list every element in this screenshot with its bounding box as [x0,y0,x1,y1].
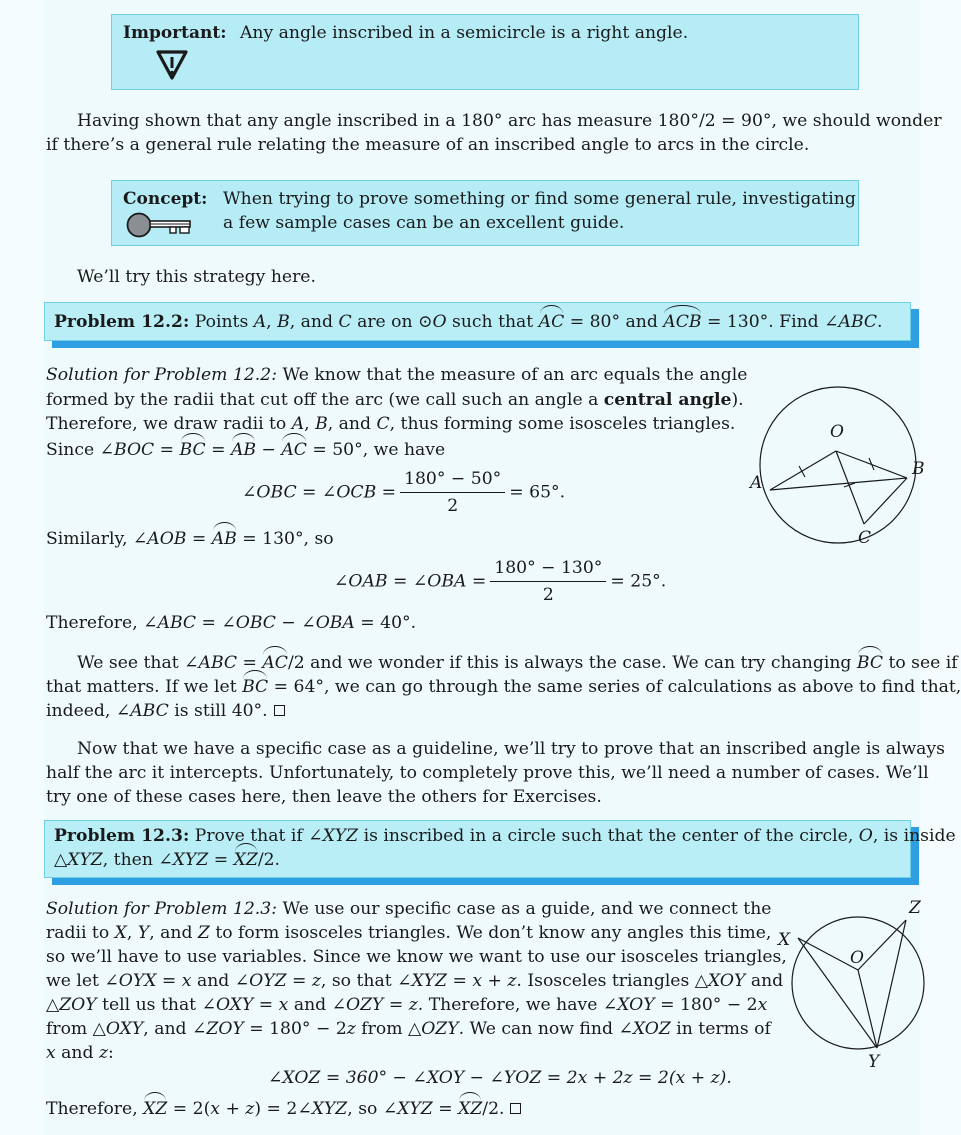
label-b: B [912,459,925,479]
chord-ab [770,478,907,490]
arc-ab: AB [211,529,237,549]
equation-lhs: ∠OAB = ∠OBA = [334,571,487,592]
problem-12-3-line-1 [54,824,956,848]
text: from △ [46,1019,106,1039]
solution-12-2-line-1 [46,363,747,387]
text: ∠ZOY [192,1019,244,1039]
para-now-line-2: half the arc it intercepts. Unfortunately, to completely prove this, we’ll need a number of cases. We’ll [46,763,929,783]
circle [792,917,924,1049]
text: ∠XYZ [308,826,359,846]
numerator: 180° − 130° [490,557,606,582]
term-central-angle: central angle [603,390,732,410]
problem-12-2-statement [54,310,883,334]
text: = 40°. [354,613,417,633]
text: − [256,440,282,460]
key-icon [126,212,198,245]
problem-12-3-box [44,820,956,878]
arc-xz: XZ [233,850,258,870]
solution-12-3-line-3: so we’ll have to use variables. Since we know we want to use our isosceles triangles, [46,947,787,967]
text: Similarly, [46,529,133,549]
text: indeed, [46,701,116,721]
equation-rhs: = 65°. [509,482,566,503]
solution-12-3-line-2 [46,921,771,945]
text: We use our specific case as a guide, and we connect the [276,899,772,919]
arc-bc: BC [179,440,206,460]
text: . We can now find [458,1019,619,1039]
text: , so that [320,971,398,991]
text: = [205,440,231,460]
fraction [400,468,505,517]
text: OXY [105,1019,144,1039]
text: = 50°, we have [306,440,446,460]
text: △ [54,850,68,870]
radius-oa [770,451,836,490]
equation-xoz: ∠XOZ = 360° − ∠XOY − ∠YOZ = 2x + 2z = 2(x + z). [268,1068,732,1088]
text: . [877,312,883,332]
text: Therefore, [46,613,144,633]
text: tell us that [96,995,202,1015]
text: We see that [77,653,185,673]
text: . Therefore, we have [417,995,603,1015]
text: z [98,1043,109,1063]
arc-ab: AB [230,440,257,460]
solution-12-3-line-4 [46,969,783,993]
arc-ac: AC [281,440,307,460]
text: in terms of [670,1019,771,1039]
text: C [376,414,390,434]
point-a: A [253,312,267,332]
point-b: B [277,312,290,332]
text: = [186,529,212,549]
text: /2. [257,850,281,870]
text: Therefore, [46,1099,144,1119]
text: , and [327,414,377,434]
point-o: O [432,312,447,332]
qed-square-icon [510,1103,521,1114]
text: = 2( [167,1099,211,1119]
equation-rhs: = 25°. [610,571,667,592]
para-see-line-3 [46,699,285,723]
text: such that [446,312,539,332]
numerator: 180° − 50° [400,468,505,493]
text: that matters. If we let [46,677,243,697]
text: ∠ABC [184,653,238,673]
chord-zy [877,920,906,1048]
important-text: Any angle inscribed in a semicircle is a right angle. [240,23,689,43]
strategy-line: We’ll try this strategy here. [77,267,316,287]
text: from △ [355,1019,422,1039]
qed-square-icon [274,705,285,716]
text: x + z [210,1099,255,1119]
text: △ [46,995,60,1015]
fraction [490,557,606,606]
chord-bc [864,478,907,524]
text: , thus forming some isosceles triangles. [389,414,736,434]
circle [760,387,916,543]
arc-bc: BC [242,677,269,697]
text: radii to [46,923,115,943]
text: Y [137,923,150,943]
text: ∠ABC [115,701,169,721]
text: A [291,414,305,434]
concept-text-line-1: When trying to prove something or find some general rule, investigating [223,189,856,209]
text: to form isosceles triangles. We don’t know any angles this time, [209,923,772,943]
text: , [304,414,316,434]
chord-xy [798,938,877,1048]
problem-12-3-content [44,820,956,878]
arc-bc: BC [856,653,883,673]
text: ∠XYZ = x + z [397,971,517,991]
text: = 130°. Find [701,312,825,332]
label-y: Y [868,1052,880,1072]
text: , so [347,1099,383,1119]
tick-mark [799,466,805,477]
radius-oy [858,970,877,1048]
text: Points [189,312,254,332]
para-see-line-2 [46,675,961,699]
solution-12-2-line-2 [46,388,744,412]
text: is still 40°. [168,701,268,721]
text: ∠XOY [602,995,655,1015]
text: = [208,850,234,870]
text: = [154,440,180,460]
text: OZY [421,1019,459,1039]
text: formed by the radii that cut off the arc (we call such an angle a [46,390,604,410]
text: : [108,1043,114,1063]
text: and [745,971,784,991]
arc-ac: AC [262,653,288,673]
important-label: Important: [123,23,227,43]
text: ∠OYX = x [104,971,192,991]
text: B [315,414,328,434]
arc-xz: XZ [143,1099,168,1119]
text: X [114,923,127,943]
circle-diagram-xyz [770,895,950,1072]
text: = 80° and [564,312,664,332]
text: , then [102,850,159,870]
text: ∠BOC [99,440,155,460]
text: is inscribed in a circle such that the center of the circle, [358,826,859,846]
text: , is inside [872,826,956,846]
text: = 180° − 2 [654,995,758,1015]
arc-xz: XZ [458,1099,483,1119]
text: ∠OYZ = z [234,971,321,991]
label-a: A [750,473,763,493]
concept-callout [111,180,859,246]
text: XYZ [67,850,103,870]
text: , [126,923,138,943]
text: = [237,653,263,673]
solution-12-2-line-3 [46,412,735,436]
solution-12-3-line-6 [46,1017,771,1041]
angle-abc: ∠ABC [824,312,878,332]
text: ) = 2 [254,1099,298,1119]
problem-12-2-label: Problem 12.2: [54,312,190,332]
text: , and [143,1019,192,1039]
radius-oz [858,920,906,970]
radius-oc [836,451,864,524]
text: to see if [882,653,958,673]
text: /2. [482,1099,505,1119]
solution-12-2-line-6 [46,611,416,635]
text: XOY [708,971,746,991]
text: O [858,826,873,846]
text: We know that the measure of an arc equals the angle [276,365,748,385]
text: /2 and we wonder if this is always the case. We can try changing [287,653,857,673]
solution-12-3-line-5 [46,993,767,1017]
text: Therefore, we draw radii to [46,414,292,434]
text: = 130°, so [236,529,334,549]
text: ∠OZY = z [331,995,418,1015]
circle-diagram-abc [740,365,940,548]
text: = [432,1099,459,1119]
denominator: 2 [447,496,459,516]
label-x: X [778,930,791,950]
solution-12-2-line-5 [46,527,334,551]
solution-12-2-line-4 [46,438,445,462]
text: x [757,995,768,1015]
equation-oab [334,557,666,606]
para-now-line-1: Now that we have a specific case as a guideline, we’ll try to prove that an inscribed angle is always [77,739,945,759]
text: we let [46,971,105,991]
problem-12-3-label: Problem 12.3: [54,826,190,846]
solution-12-3-line-1 [46,897,771,921]
intro-line-2: if there’s a general rule relating the measure of an inscribed angle to arcs in the circle. [46,135,810,155]
text: Z [197,923,210,943]
label-z: Z [909,898,921,918]
concept-label: Concept: [123,189,208,209]
concept-text-line-2: a few sample cases can be an excellent guide. [223,213,625,233]
intro-line-1: Having shown that any angle inscribed in a 180° arc has measure 180°/2 = 90°, we should wonder [77,111,942,131]
text: and [191,971,235,991]
solution-12-3-heading: Solution for Problem 12.3: [46,899,277,919]
warning-triangle-icon [154,48,190,87]
label-o: O [830,422,844,442]
text: . Isosceles triangles △ [516,971,708,991]
denominator: 2 [542,585,554,605]
equation-obc [242,468,565,517]
text: and [55,1043,99,1063]
equation-lhs: ∠OBC = ∠OCB = [242,482,397,503]
text: = 64°, we can go through the same series of calculations as above to find that, [268,677,961,697]
text: ∠XYZ [297,1099,348,1119]
solution-12-2-heading: Solution for Problem 12.2: [46,365,277,385]
problem-12-2-content [44,302,911,341]
label-o: O [850,948,864,968]
text: ∠XYZ [382,1099,433,1119]
text: ∠ABC = ∠OBC − ∠OBA [143,613,355,633]
arc-acb: ACB [663,312,702,332]
text: z [346,1019,356,1039]
text: Since [46,440,100,460]
important-callout [111,14,859,90]
text: = 180° − 2 [243,1019,347,1039]
text: x [46,1043,56,1063]
text: , and [289,312,339,332]
text: and [288,995,332,1015]
para-now-line-3: try one of these cases here, then leave the others for Exercises. [46,787,602,807]
text: are on ⊙ [351,312,433,332]
label-c: C [858,528,872,548]
radius-ox [798,938,858,970]
text: Prove that if [189,826,309,846]
para-see-line-1 [77,651,958,675]
point-c: C [338,312,352,332]
solution-12-3-line-7 [46,1041,114,1065]
solution-12-3-line-8 [46,1097,521,1121]
problem-12-2-box [44,302,919,341]
text: ZOY [59,995,97,1015]
text: ∠AOB [132,529,187,549]
text: ∠OXY = x [201,995,289,1015]
arc-ac: AC [538,312,565,332]
text: , [266,312,278,332]
text: , and [149,923,198,943]
text: ). [731,390,744,410]
text: ∠XYZ [158,850,209,870]
text: ∠XOZ [618,1019,671,1039]
problem-12-3-line-2 [54,848,280,872]
